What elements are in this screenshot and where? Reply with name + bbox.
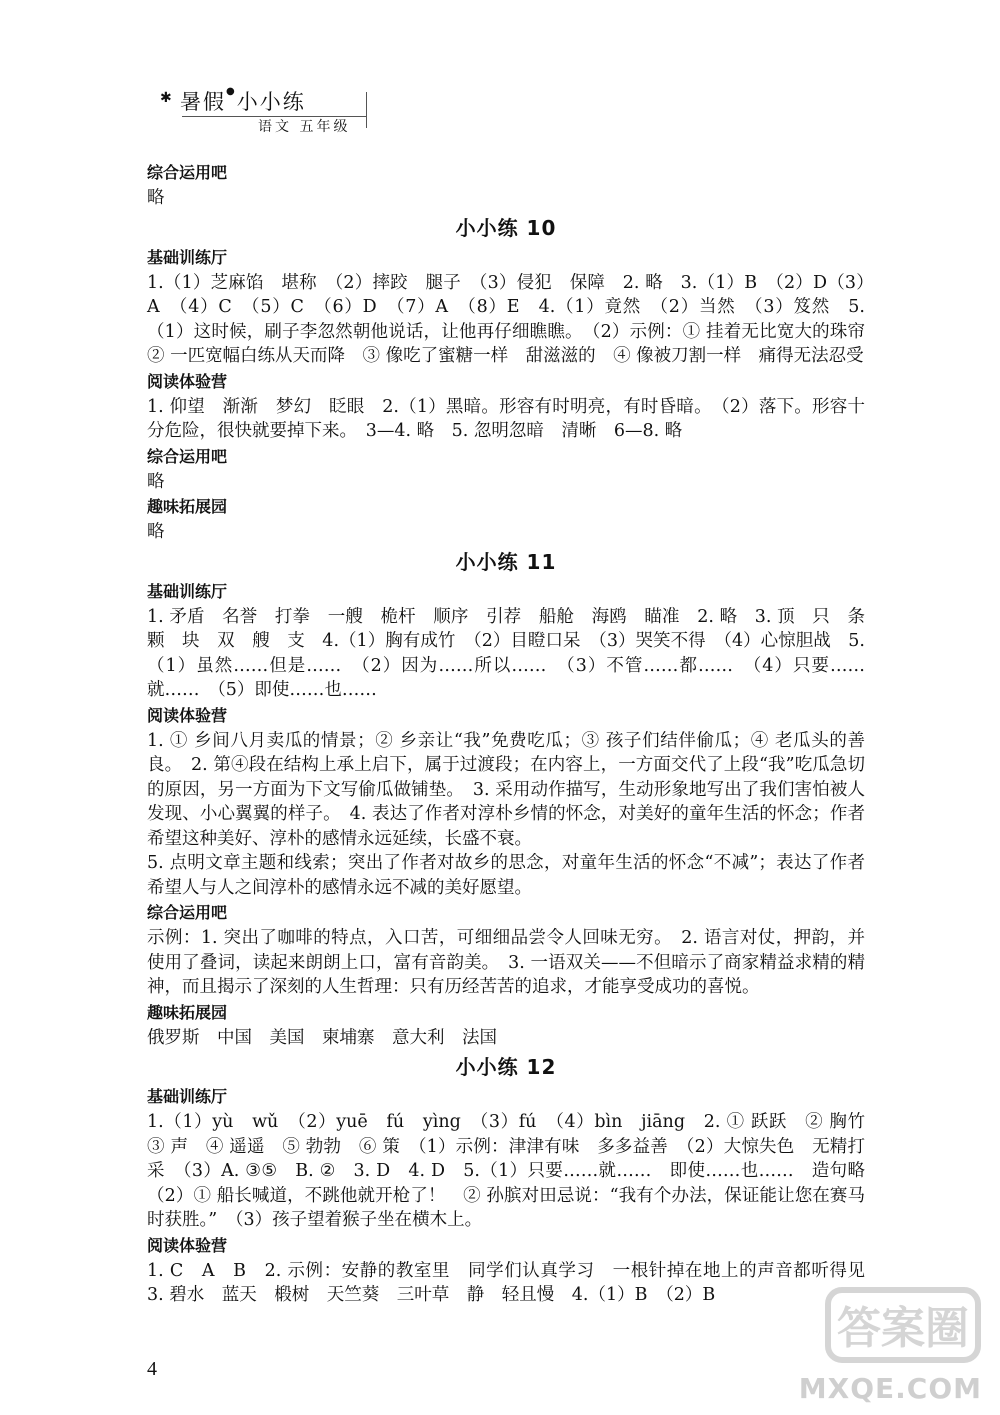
star-icon: ✱ bbox=[160, 90, 172, 106]
header-divider bbox=[366, 92, 367, 128]
watermark-logo bbox=[798, 1285, 988, 1405]
section-heading: 基础训练厅 bbox=[147, 581, 228, 601]
exercise-title: 小小练 12 bbox=[455, 1055, 557, 1079]
section-heading: 综合运用吧 bbox=[147, 446, 228, 466]
answer-paragraph: 1.（1）芝麻馅 堪称 （2）摔跤 腿子 （3）侵犯 保障 2. 略 3.（1）B （2）D（3）A （4）C （5）C （6）D （7）A （8）E 4.（1）竟然 （2）当然 （3）笈然 5.（1）这时候，刷子李忽然朝他说话，让他再仔细瞧瞧。 （2）示例：① 挂着无比宽大的珠帘 ② 一匹宽幅白练从天而降 ③ 像吃了蜜糖一样 甜滋滋的 ④ 像被刀割一样 痛得无法忍受 bbox=[147, 272, 883, 366]
section-heading: 综合运用吧 bbox=[147, 903, 228, 922]
section-heading: 趣味拓展园 bbox=[147, 497, 228, 516]
answer-paragraph: 略 bbox=[147, 471, 165, 492]
exercise-title: 小小练 10 bbox=[455, 215, 557, 240]
section-heading: 阅读体验营 bbox=[147, 1235, 228, 1255]
book-brand: 暑假●小小练 bbox=[180, 86, 306, 114]
section-heading: 综合运用吧 bbox=[147, 163, 228, 182]
section-heading: 趣味拓展园 bbox=[147, 1002, 228, 1022]
watermark-badge-icon bbox=[818, 1285, 988, 1365]
answer-paragraph: 5. 点明文章主题和线索；突出了作者对故乡的思念，对童年生活的怀念“不减”；表达了作者希望人与人之间淳朴的感情永远不减的美好愿望。 bbox=[147, 853, 865, 898]
answer-paragraph: 1. 矛盾 名誉 打拳 一艘 桅杆 顺序 引荐 船舱 海鸥 瞄准 2. 略 3. 顶 只 条 颗 块 双 艘 支 4.（1）胸有成竹 （2）目瞪口呆 （3）哭笑不得 （4）心惊胆战 5.（1）虽然……但是…… （2）因为……所以…… （3）不管……都…… （4）只要……就…… （5）即使……也…… bbox=[147, 606, 883, 700]
answer-paragraph: 1. ① 乡间八月卖瓜的情景；② 乡亲让“我”免费吃瓜；③ 孩子们结伴偷瓜；④ 老瓜头的善良。 2. 第④段在结构上承上启下，属于过渡段；在内容上，一方面交代了上段“我”吃瓜急切的原因，另一方面为下文写偷瓜做铺垫。 3. 采用动作描写，生动形象地写出了我们害怕被人发现、小心翼翼的样子。 4. 表达了作者对淳朴乡情的怀念，对美好的童年生活的怀念；作者希望这种美好、淳朴的感情永远延续，长盛不衰。 bbox=[147, 730, 865, 849]
exercise-title: 小小练 11 bbox=[455, 549, 557, 574]
section-heading: 基础训练厅 bbox=[147, 1087, 228, 1106]
answer-paragraph: 示例：1. 突出了咖啡的特点，入口苦，可细细品尝令人回味无穷。 2. 语言对仗，押韵，并使用了叠词，读起来朗朗上口，富有音韵美。 3. 一语双关——不但暗示了商家精益求精的精神，而且揭示了深刻的人生哲理：只有历经苦苦的追求，才能享受成功的喜悦。 bbox=[147, 928, 865, 997]
book-subtitle: 语文 五年级 bbox=[258, 119, 351, 135]
answer-paragraph: 俄罗斯 中国 美国 柬埔寨 意大利 法国 bbox=[147, 1027, 497, 1048]
watermark-domain: MXQE.COM bbox=[798, 1372, 982, 1405]
answer-content bbox=[147, 160, 883, 1308]
section-heading: 阅读体验营 bbox=[147, 371, 228, 391]
page-number: 4 bbox=[147, 1358, 157, 1380]
section-heading: 阅读体验营 bbox=[147, 705, 228, 725]
watermark-top-text: 答案圈 bbox=[837, 1303, 969, 1354]
answer-paragraph: 略 bbox=[147, 522, 165, 542]
answer-paragraph: 1. 仰望 渐渐 梦幻 眨眼 2.（1）黑暗。形容有时明亮，有时昏暗。 （2）落下。形容十分危险，很快就要掉下来。 3—4. 略 5. 忽明忽暗 清晰 6—8. 略 bbox=[147, 396, 865, 441]
section-heading: 基础训练厅 bbox=[147, 247, 228, 267]
answer-paragraph: 1. C A B 2. 示例：安静的教室里 同学们认真学习 一根针掉在地上的声音都听得见 3. 碧水 蓝天 椴树 天竺葵 三叶草 静 轻且慢 4.（1）B （2）B bbox=[147, 1260, 883, 1305]
book-header bbox=[160, 86, 370, 135]
answer-paragraph: 略 bbox=[147, 188, 165, 208]
answer-paragraph: 1.（1）yù wǔ （2）yuē fú yìng （3）fú （4）bìn jiāng 2. ① 跃跃 ② 胸竹 ③ 声 ④ 遥遥 ⑤ 勃勃 ⑥ 策 （1）示例：津津有味 多多益善 （2）大惊失色 无精打采 （3）A. ③⑤ B. ② 3. D 4. D 5.（1）只要……就…… 即使……也…… 造句略 （2）① 船长喊道，不跳他就开枪了！ ② 孙膑对田忌说：“我有个办法，保证能让您在赛马时获胜。” （3）孩子望着猴子坐在横木上。 bbox=[147, 1112, 883, 1230]
